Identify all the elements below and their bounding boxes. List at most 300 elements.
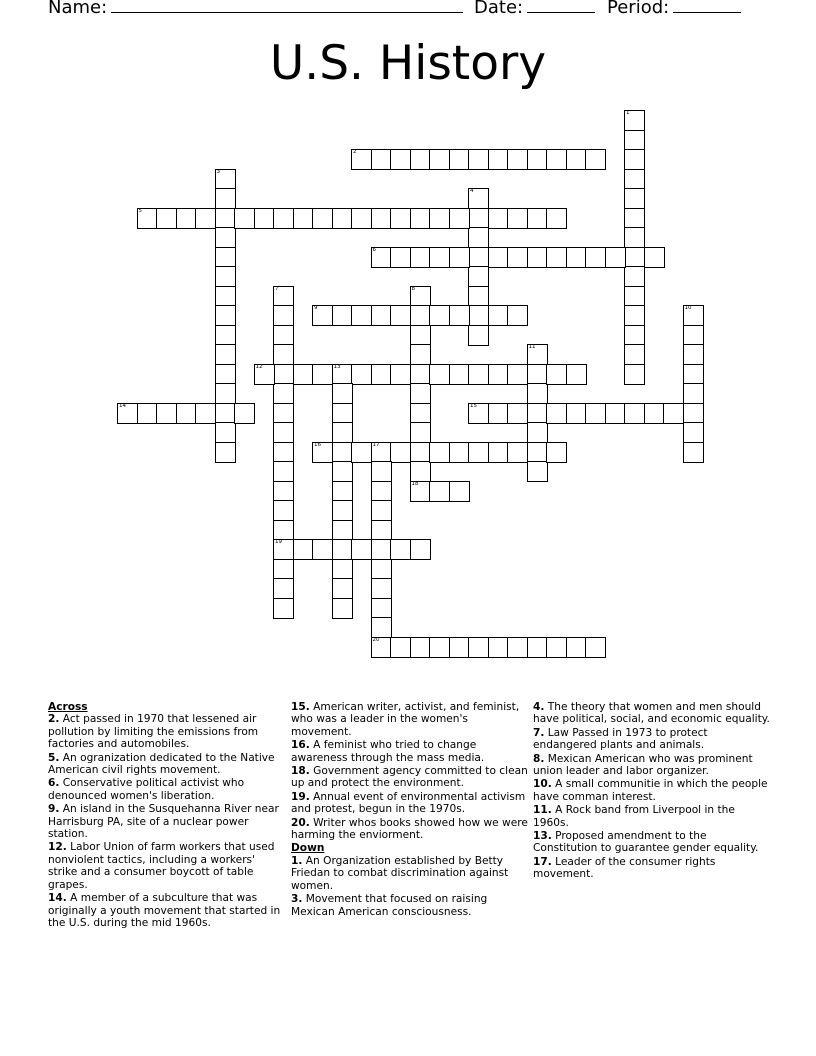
grid-cell[interactable] bbox=[371, 500, 392, 521]
clue-item-text: A Rock band from Liverpool in the 1960s. bbox=[533, 804, 735, 829]
grid-cell[interactable] bbox=[605, 247, 626, 268]
grid-cell[interactable] bbox=[351, 442, 372, 463]
clue-item bbox=[48, 713, 286, 750]
clue-item bbox=[48, 892, 286, 929]
grid-cell[interactable] bbox=[449, 149, 470, 170]
grid-cell[interactable] bbox=[215, 188, 236, 209]
grid-cell[interactable] bbox=[273, 559, 294, 580]
clue-number: 8 bbox=[411, 285, 415, 292]
clue-item bbox=[533, 804, 771, 829]
grid-cell[interactable] bbox=[507, 149, 528, 170]
grid-cell[interactable] bbox=[273, 461, 294, 482]
grid-cell[interactable] bbox=[332, 208, 353, 229]
clue-number: 16 bbox=[314, 441, 321, 448]
grid-cell[interactable] bbox=[390, 539, 411, 560]
grid-cell[interactable] bbox=[624, 149, 645, 170]
grid-cell[interactable] bbox=[488, 305, 509, 326]
grid-cell[interactable] bbox=[410, 442, 431, 463]
grid-cell[interactable] bbox=[312, 305, 333, 326]
grid-cell[interactable] bbox=[468, 403, 489, 424]
grid-cell[interactable] bbox=[215, 305, 236, 326]
grid-cell[interactable] bbox=[546, 403, 567, 424]
grid-cell[interactable] bbox=[273, 403, 294, 424]
grid-cell[interactable] bbox=[507, 305, 528, 326]
grid-cell[interactable] bbox=[624, 188, 645, 209]
clue-item-text: Proposed amendment to the Constitution to guarantee gender equality. bbox=[533, 830, 759, 855]
grid-cell[interactable] bbox=[273, 539, 294, 560]
grid-cell[interactable] bbox=[449, 442, 470, 463]
grid-cell[interactable] bbox=[410, 481, 431, 502]
grid-cell[interactable] bbox=[624, 344, 645, 365]
grid-cell[interactable] bbox=[273, 325, 294, 346]
clue-item-text: Mexican American who was prominent union leader and labor organizer. bbox=[533, 752, 753, 778]
grid-cell[interactable] bbox=[507, 403, 528, 424]
grid-cell[interactable] bbox=[429, 208, 450, 229]
grid-cell[interactable] bbox=[312, 442, 333, 463]
date-blank[interactable] bbox=[527, 0, 595, 13]
grid-cell[interactable] bbox=[332, 598, 353, 619]
grid-cell[interactable] bbox=[507, 247, 528, 268]
clue-number: 1 bbox=[626, 110, 630, 116]
clue-number: 17 bbox=[372, 441, 380, 448]
grid-cell[interactable] bbox=[312, 208, 333, 229]
grid-cell[interactable] bbox=[332, 481, 353, 502]
grid-cell[interactable] bbox=[488, 442, 509, 463]
grid-cell[interactable] bbox=[566, 247, 587, 268]
grid-cell[interactable] bbox=[546, 442, 567, 463]
grid-cell[interactable] bbox=[410, 247, 431, 268]
grid-cell[interactable] bbox=[195, 208, 216, 229]
grid-cell[interactable] bbox=[644, 247, 665, 268]
grid-cell[interactable] bbox=[312, 364, 333, 385]
grid-cell[interactable] bbox=[624, 110, 645, 131]
clue-item-number: 15. bbox=[291, 701, 310, 713]
clue-item-number: 9. bbox=[48, 803, 60, 816]
clue-item bbox=[291, 739, 529, 764]
clue-number: 11 bbox=[528, 344, 536, 350]
grid-cell[interactable] bbox=[273, 481, 294, 502]
clue-item-number: 4. bbox=[533, 701, 545, 713]
grid-cell[interactable] bbox=[683, 364, 704, 385]
clue-item-text: Conservative political activist who denounced women's liberation. bbox=[48, 777, 245, 802]
grid-cell[interactable] bbox=[273, 442, 294, 463]
grid-cell[interactable] bbox=[332, 500, 353, 521]
down-clue-list-continued bbox=[533, 701, 771, 881]
clue-item bbox=[533, 753, 771, 778]
clue-item-number: 14. bbox=[48, 892, 67, 905]
grid-cell[interactable] bbox=[332, 461, 353, 482]
across-heading: Across bbox=[48, 701, 88, 713]
grid-cell[interactable] bbox=[624, 364, 645, 385]
grid-cell[interactable] bbox=[527, 422, 548, 443]
grid-cell[interactable] bbox=[507, 208, 528, 229]
across-clue-list bbox=[48, 713, 286, 929]
grid-cell[interactable] bbox=[351, 305, 372, 326]
grid-cell[interactable] bbox=[449, 305, 470, 326]
across-clue-list-continued bbox=[291, 701, 529, 841]
grid-cell[interactable] bbox=[527, 247, 548, 268]
grid-cell[interactable] bbox=[273, 598, 294, 619]
grid-cell[interactable] bbox=[371, 617, 392, 638]
grid-cell[interactable] bbox=[468, 637, 489, 658]
grid-cell[interactable] bbox=[683, 344, 704, 365]
grid-cell[interactable] bbox=[390, 442, 411, 463]
grid-cell[interactable] bbox=[371, 559, 392, 580]
clue-item-number: 16. bbox=[291, 739, 310, 752]
grid-cell[interactable] bbox=[527, 637, 548, 658]
grid-cell[interactable] bbox=[527, 403, 548, 424]
grid-cell[interactable] bbox=[507, 637, 528, 658]
grid-cell[interactable] bbox=[410, 539, 431, 560]
grid-cell[interactable] bbox=[117, 403, 138, 424]
grid-cell[interactable] bbox=[332, 539, 353, 560]
clue-item-text: Movement that focused on raising Mexican American consciousness. bbox=[291, 893, 488, 918]
grid-cell[interactable] bbox=[468, 266, 489, 287]
clue-number: 13 bbox=[333, 363, 341, 370]
clue-item bbox=[291, 817, 529, 842]
clue-item bbox=[533, 727, 771, 752]
grid-cell[interactable] bbox=[410, 637, 431, 658]
grid-cell[interactable] bbox=[332, 520, 353, 541]
grid-cell[interactable] bbox=[332, 364, 353, 385]
grid-cell[interactable] bbox=[624, 403, 645, 424]
clues-column-2 bbox=[291, 701, 529, 919]
grid-cell[interactable] bbox=[371, 208, 392, 229]
grid-cell[interactable] bbox=[351, 208, 372, 229]
grid-cell[interactable] bbox=[390, 247, 411, 268]
grid-cell[interactable] bbox=[624, 130, 645, 151]
clue-item-text: An Organization established by Betty Friedan to combat discrimination against women. bbox=[291, 854, 509, 892]
puzzle-title: U.S. History bbox=[269, 36, 547, 91]
grid-cell[interactable] bbox=[273, 500, 294, 521]
grid-cell[interactable] bbox=[273, 422, 294, 443]
grid-cell[interactable] bbox=[410, 364, 431, 385]
grid-cell[interactable] bbox=[663, 403, 684, 424]
grid-cell[interactable] bbox=[488, 149, 509, 170]
grid-cell[interactable] bbox=[449, 637, 470, 658]
grid-cell[interactable] bbox=[624, 227, 645, 248]
grid-cell[interactable] bbox=[234, 403, 255, 424]
grid-cell[interactable] bbox=[546, 637, 567, 658]
clue-item-number: 2. bbox=[48, 713, 60, 726]
grid-cell[interactable] bbox=[527, 442, 548, 463]
clue-item-number: 18. bbox=[291, 765, 310, 778]
grid-cell[interactable] bbox=[273, 305, 294, 326]
grid-cell[interactable] bbox=[527, 149, 548, 170]
grid-cell[interactable] bbox=[273, 520, 294, 541]
grid-cell[interactable] bbox=[371, 305, 392, 326]
grid-cell[interactable] bbox=[527, 461, 548, 482]
grid-cell[interactable] bbox=[429, 637, 450, 658]
clue-item-number: 8. bbox=[533, 752, 545, 765]
clue-item-text: Leader of the consumer rights movement. bbox=[533, 855, 716, 881]
clue-number: 15 bbox=[470, 402, 477, 409]
clue-item-number: 12. bbox=[48, 841, 67, 854]
grid-cell[interactable] bbox=[546, 149, 567, 170]
clue-item-text: Law Passed in 1973 to protect endangered plants and animals. bbox=[533, 726, 708, 752]
grid-cell[interactable] bbox=[332, 383, 353, 404]
grid-cell[interactable] bbox=[371, 578, 392, 599]
clue-item bbox=[48, 777, 286, 802]
clue-number: 5 bbox=[138, 207, 142, 214]
grid-cell[interactable] bbox=[449, 247, 470, 268]
down-clue-list bbox=[291, 855, 529, 918]
grid-cell[interactable] bbox=[371, 442, 392, 463]
grid-cell[interactable] bbox=[488, 403, 509, 424]
period-blank[interactable] bbox=[673, 0, 741, 13]
grid-cell[interactable] bbox=[468, 188, 489, 209]
grid-cell[interactable] bbox=[527, 208, 548, 229]
grid-cell[interactable] bbox=[215, 169, 236, 190]
clue-item-text: The theory that women and men should have political, social, and economic equality. bbox=[533, 701, 770, 726]
grid-cell[interactable] bbox=[215, 383, 236, 404]
grid-cell[interactable] bbox=[332, 559, 353, 580]
grid-cell[interactable] bbox=[332, 442, 353, 463]
grid-cell[interactable] bbox=[254, 208, 275, 229]
grid-cell[interactable] bbox=[429, 149, 450, 170]
clue-item-text: Annual event of environmental activism and protest, begun in the 1970s. bbox=[291, 790, 526, 816]
grid-cell[interactable] bbox=[468, 325, 489, 346]
grid-cell[interactable] bbox=[371, 637, 392, 658]
grid-cell[interactable] bbox=[488, 364, 509, 385]
grid-cell[interactable] bbox=[410, 208, 431, 229]
grid-cell[interactable] bbox=[566, 149, 587, 170]
grid-cell[interactable] bbox=[332, 578, 353, 599]
grid-cell[interactable] bbox=[195, 403, 216, 424]
grid-cell[interactable] bbox=[293, 539, 314, 560]
grid-cell[interactable] bbox=[624, 266, 645, 287]
clue-item bbox=[291, 893, 529, 918]
grid-cell[interactable] bbox=[410, 461, 431, 482]
grid-cell[interactable] bbox=[468, 286, 489, 307]
clue-number: 2 bbox=[353, 149, 357, 155]
grid-cell[interactable] bbox=[371, 520, 392, 541]
clue-number: 3 bbox=[216, 168, 220, 175]
grid-cell[interactable] bbox=[410, 305, 431, 326]
grid-cell[interactable] bbox=[332, 305, 353, 326]
date-field[interactable] bbox=[474, 0, 595, 18]
period-field[interactable] bbox=[607, 0, 741, 18]
grid-cell[interactable] bbox=[371, 461, 392, 482]
clue-number: 20 bbox=[372, 636, 380, 643]
clue-item-text: Act passed in 1970 that lessened air pollution by limiting the emissions from factories and automobiles. bbox=[48, 713, 259, 751]
grid-cell[interactable] bbox=[683, 442, 704, 463]
grid-cell[interactable] bbox=[215, 442, 236, 463]
grid-cell[interactable] bbox=[351, 364, 372, 385]
grid-cell[interactable] bbox=[683, 422, 704, 443]
clue-number: 18 bbox=[411, 480, 419, 487]
clue-item bbox=[533, 778, 771, 803]
clue-number: 7 bbox=[275, 285, 279, 292]
clue-item bbox=[48, 803, 286, 840]
grid-cell[interactable] bbox=[429, 247, 450, 268]
clue-item bbox=[533, 830, 771, 855]
grid-cell[interactable] bbox=[527, 364, 548, 385]
grid-cell[interactable] bbox=[624, 247, 645, 268]
grid-cell[interactable] bbox=[137, 208, 158, 229]
clue-item bbox=[291, 791, 529, 816]
grid-cell[interactable] bbox=[624, 169, 645, 190]
grid-cell[interactable] bbox=[468, 364, 489, 385]
grid-cell[interactable] bbox=[624, 305, 645, 326]
grid-cell[interactable] bbox=[371, 481, 392, 502]
grid-cell[interactable] bbox=[566, 364, 587, 385]
grid-cell[interactable] bbox=[273, 364, 294, 385]
grid-cell[interactable] bbox=[254, 364, 275, 385]
clue-item-text: An ogranization dedicated to the Native American civil rights movement. bbox=[48, 751, 275, 777]
grid-cell[interactable] bbox=[273, 208, 294, 229]
grid-cell[interactable] bbox=[605, 403, 626, 424]
grid-cell[interactable] bbox=[488, 208, 509, 229]
clue-item-number: 20. bbox=[291, 816, 310, 829]
grid-cell[interactable] bbox=[390, 364, 411, 385]
grid-cell[interactable] bbox=[546, 208, 567, 229]
grid-cell[interactable] bbox=[156, 208, 177, 229]
clue-item-text: Government agency committed to clean up and protect the environment. bbox=[291, 765, 528, 790]
grid-cell[interactable] bbox=[624, 208, 645, 229]
grid-cell[interactable] bbox=[234, 208, 255, 229]
grid-cell[interactable] bbox=[585, 403, 606, 424]
grid-cell[interactable] bbox=[585, 637, 606, 658]
grid-cell[interactable] bbox=[468, 442, 489, 463]
grid-cell[interactable] bbox=[215, 422, 236, 443]
grid-cell[interactable] bbox=[273, 383, 294, 404]
name-field[interactable] bbox=[48, 0, 463, 18]
grid-cell[interactable] bbox=[585, 247, 606, 268]
grid-cell[interactable] bbox=[429, 364, 450, 385]
grid-cell[interactable] bbox=[332, 403, 353, 424]
grid-cell[interactable] bbox=[390, 149, 411, 170]
grid-cell[interactable] bbox=[351, 149, 372, 170]
grid-cell[interactable] bbox=[507, 442, 528, 463]
grid-cell[interactable] bbox=[546, 247, 567, 268]
grid-cell[interactable] bbox=[371, 539, 392, 560]
grid-cell[interactable] bbox=[390, 305, 411, 326]
grid-cell[interactable] bbox=[176, 208, 197, 229]
clue-item-text: American writer, activist, and feminist, who was a leader in the women's movement. bbox=[291, 701, 520, 738]
grid-cell[interactable] bbox=[683, 403, 704, 424]
clue-item-number: 10. bbox=[533, 778, 552, 791]
clue-item-number: 19. bbox=[291, 790, 310, 803]
grid-cell[interactable] bbox=[410, 325, 431, 346]
clues-column-1 bbox=[48, 701, 286, 930]
grid-cell[interactable] bbox=[410, 383, 431, 404]
grid-cell[interactable] bbox=[273, 344, 294, 365]
grid-cell[interactable] bbox=[429, 305, 450, 326]
grid-cell[interactable] bbox=[410, 286, 431, 307]
grid-cell[interactable] bbox=[215, 266, 236, 287]
grid-cell[interactable] bbox=[683, 305, 704, 326]
grid-cell[interactable] bbox=[527, 383, 548, 404]
grid-cell[interactable] bbox=[449, 481, 470, 502]
grid-cell[interactable] bbox=[215, 403, 236, 424]
grid-cell[interactable] bbox=[507, 364, 528, 385]
clues-column-3 bbox=[533, 701, 771, 882]
grid-cell[interactable] bbox=[215, 227, 236, 248]
grid-cell[interactable] bbox=[137, 403, 158, 424]
grid-cell[interactable] bbox=[468, 305, 489, 326]
grid-cell[interactable] bbox=[410, 149, 431, 170]
clue-item bbox=[291, 765, 529, 790]
clue-item-number: 11. bbox=[533, 804, 552, 817]
clue-item-number: 17. bbox=[533, 855, 552, 868]
grid-cell[interactable] bbox=[546, 364, 567, 385]
grid-cell[interactable] bbox=[293, 208, 314, 229]
grid-cell[interactable] bbox=[156, 403, 177, 424]
clue-number: 19 bbox=[275, 539, 282, 545]
clue-item bbox=[291, 855, 529, 892]
grid-cell[interactable] bbox=[390, 208, 411, 229]
grid-cell[interactable] bbox=[624, 325, 645, 346]
grid-cell[interactable] bbox=[293, 364, 314, 385]
grid-cell[interactable] bbox=[527, 344, 548, 365]
clue-number: 6 bbox=[372, 246, 376, 253]
clue-item bbox=[48, 841, 286, 891]
grid-cell[interactable] bbox=[351, 539, 372, 560]
clue-item-number: 6. bbox=[48, 777, 60, 790]
grid-cell[interactable] bbox=[273, 578, 294, 599]
grid-cell[interactable] bbox=[371, 149, 392, 170]
grid-cell[interactable] bbox=[215, 247, 236, 268]
grid-cell[interactable] bbox=[644, 403, 665, 424]
grid-cell[interactable] bbox=[624, 286, 645, 307]
grid-cell[interactable] bbox=[585, 149, 606, 170]
grid-cell[interactable] bbox=[468, 149, 489, 170]
grid-cell[interactable] bbox=[332, 422, 353, 443]
clue-item bbox=[291, 701, 529, 738]
grid-cell[interactable] bbox=[371, 598, 392, 619]
down-heading: Down bbox=[291, 842, 325, 855]
grid-cell[interactable] bbox=[410, 422, 431, 443]
grid-cell[interactable] bbox=[449, 208, 470, 229]
grid-cell[interactable] bbox=[449, 364, 470, 385]
grid-cell[interactable] bbox=[215, 208, 236, 229]
clue-item bbox=[533, 701, 771, 726]
clue-item-number: 7. bbox=[533, 726, 545, 739]
grid-cell[interactable] bbox=[390, 637, 411, 658]
name-blank[interactable] bbox=[111, 0, 463, 13]
clue-item-text: An island in the Susquehanna River near Harrisburg PA, site of a nuclear power station. bbox=[48, 803, 279, 841]
grid-cell[interactable] bbox=[273, 286, 294, 307]
grid-cell[interactable] bbox=[566, 403, 587, 424]
grid-cell[interactable] bbox=[683, 383, 704, 404]
grid-cell[interactable] bbox=[488, 247, 509, 268]
clue-item-text: Labor Union of farm workers that used nonviolent tactics, including a workers' strike and a consumer boycott of table grapes. bbox=[48, 841, 275, 891]
clue-item bbox=[533, 856, 771, 881]
grid-cell[interactable] bbox=[468, 227, 489, 248]
grid-cell[interactable] bbox=[215, 364, 236, 385]
grid-cell[interactable] bbox=[215, 325, 236, 346]
grid-cell[interactable] bbox=[468, 247, 489, 268]
grid-cell[interactable] bbox=[429, 442, 450, 463]
grid-cell[interactable] bbox=[410, 344, 431, 365]
grid-cell[interactable] bbox=[215, 286, 236, 307]
grid-cell[interactable] bbox=[488, 637, 509, 658]
grid-cell[interactable] bbox=[312, 539, 333, 560]
clue-item-number: 1. bbox=[291, 854, 303, 867]
grid-cell[interactable] bbox=[410, 403, 431, 424]
date-label: Date: bbox=[474, 0, 524, 18]
grid-cell[interactable] bbox=[371, 364, 392, 385]
grid-cell[interactable] bbox=[371, 247, 392, 268]
grid-cell[interactable] bbox=[176, 403, 197, 424]
grid-cell[interactable] bbox=[566, 637, 587, 658]
grid-cell[interactable] bbox=[468, 208, 489, 229]
grid-cell[interactable] bbox=[429, 481, 450, 502]
clue-item bbox=[48, 752, 286, 777]
grid-cell[interactable] bbox=[215, 344, 236, 365]
grid-cell[interactable] bbox=[683, 325, 704, 346]
